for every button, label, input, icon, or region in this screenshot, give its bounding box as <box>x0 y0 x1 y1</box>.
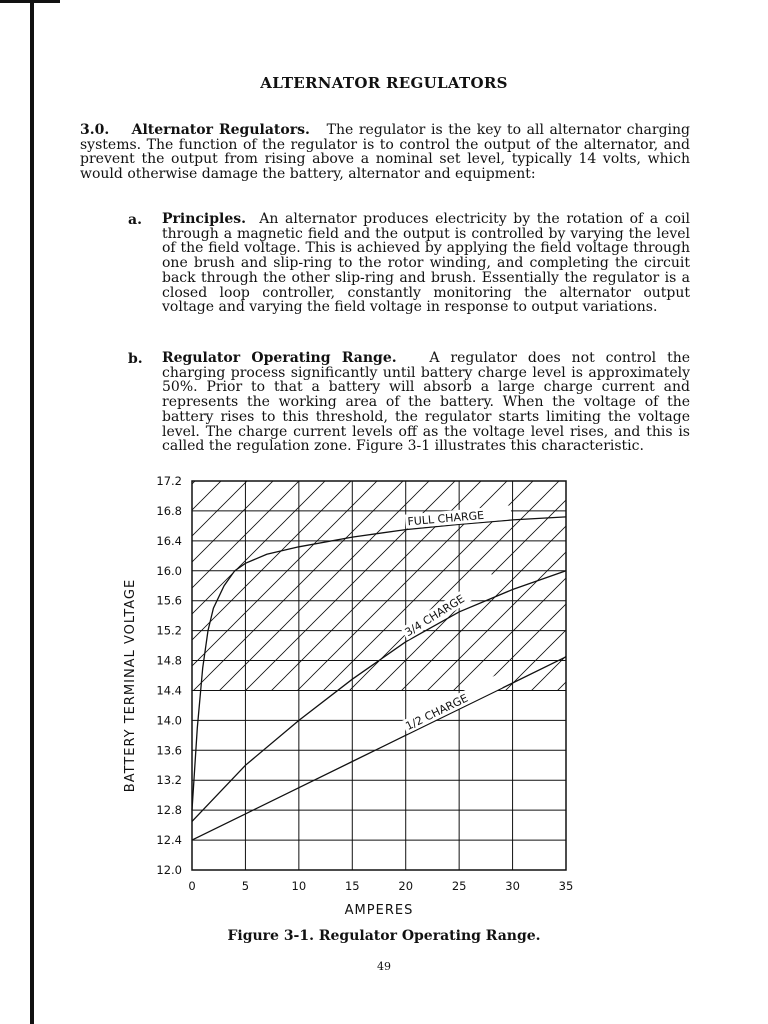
y-tick-label: 13.6 <box>156 743 182 758</box>
y-tick-label: 17.2 <box>156 474 182 488</box>
x-axis-title: AMPERES <box>344 903 414 918</box>
x-tick-label: 25 <box>451 879 467 893</box>
figure-caption: Figure 3-1. Regulator Operating Range. <box>227 928 541 944</box>
y-tick-label: 14.8 <box>156 653 182 668</box>
y-tick-label: 16.0 <box>156 563 182 578</box>
intro-text: The regulator is the key to all alternator charging systems. The function of the regulator is to control the output of the alternator, and prevent the output from rising above a nominal set level, typically 14 volts, which would otherwise damage the battery, alternator and equipment: <box>80 122 690 183</box>
item-a-heading: Principles. <box>162 211 247 227</box>
y-tick-label: 15.6 <box>156 593 182 608</box>
x-tick-label: 30 <box>505 879 520 893</box>
series-label: 1/2 CHARGE <box>403 691 471 733</box>
item-b-heading: Regulator Operating Range. <box>162 350 397 366</box>
y-axis-title: BATTERY TERMINAL VOLTAGE <box>123 578 138 793</box>
y-tick-label: 12.0 <box>156 863 182 877</box>
item-a-marker: a. <box>128 212 142 228</box>
item-b-text: A regulator does not control the charging process significantly until battery charge level is approximately 50%. Prior to that a battery will absorb a large charge current and represents the working area of the battery. When the voltage of the battery rises to this threshold, the regulator starts limiting the voltage level. The charge current levels off as the voltage level rises, and this is called the regulation zone. Figure 3-1 illustrates this characteristic. <box>162 350 691 455</box>
page-number: 49 <box>377 960 391 973</box>
x-tick-label: 35 <box>558 879 574 893</box>
section-number: 3.0. <box>80 122 110 138</box>
x-tick-label: 5 <box>241 879 250 893</box>
x-tick-label: 10 <box>291 879 307 893</box>
y-tick-label: 13.2 <box>156 773 182 788</box>
x-tick-label: 20 <box>398 879 414 893</box>
y-tick-label: 14.4 <box>156 683 182 698</box>
y-tick-label: 14.0 <box>156 713 182 728</box>
series-label: FULL CHARGE <box>406 508 485 529</box>
series-label: 3/4 CHARGE <box>402 592 467 640</box>
x-tick-label: 15 <box>344 879 360 893</box>
item-b-marker: b. <box>128 351 143 367</box>
y-tick-label: 12.4 <box>156 833 182 848</box>
item-a-text: An alternator produces electricity by the rotation of a coil through a magnetic field and the output is controlled by varying the level of the field voltage. This is achieved by applying the field voltage through one brush and slip-ring to the rotor winding, and completing the circuit back through the other slip-ring and brush. Essentially the regulator is a closed loop controller, constantly monitoring the alternator output voltage and varying the field voltage in response to output variations. <box>162 211 690 316</box>
x-tick-label: 0 <box>188 879 196 893</box>
y-tick-label: 16.4 <box>156 533 182 548</box>
page-title: ALTERNATOR REGULATORS <box>260 74 508 92</box>
y-tick-label: 16.8 <box>156 503 182 518</box>
y-tick-label: 12.8 <box>156 803 182 818</box>
section-heading: Alternator Regulators. <box>131 122 310 138</box>
y-tick-label: 15.2 <box>156 623 182 638</box>
